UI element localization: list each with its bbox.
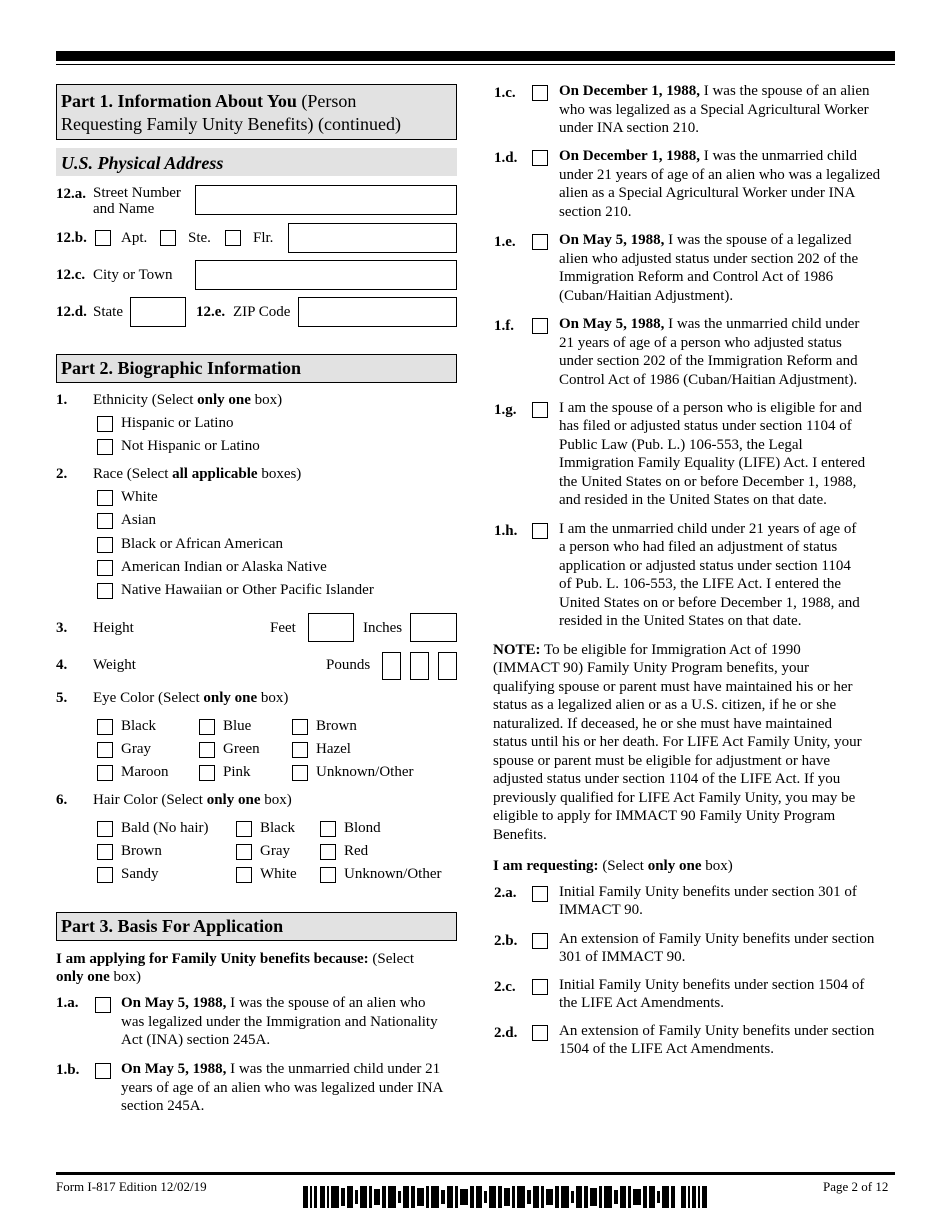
item-1e-text: (Cuban/Haitian Adjustment). [559,288,734,304]
hair-option: Brown [121,843,162,859]
eye-hazel-checkbox[interactable] [292,742,308,758]
note-text: status as a legalized alien or as a U.S. citizen, if he or she [493,697,837,713]
race-option: Native Hawaiian or Other Pacific Islander [121,582,374,598]
item-1h-checkbox[interactable] [532,523,548,539]
item-1g-text: Immigration Family Equality (LIFE) Act. I entered [559,455,866,471]
hair-bald-checkbox[interactable] [97,821,113,837]
item-1g-number: 1.g. [494,402,517,418]
eye-pink-checkbox[interactable] [199,765,215,781]
hair-black-checkbox[interactable] [236,821,252,837]
note-text: spouse or parent must be eligible for adjustment or have [493,753,830,769]
item-1e-checkbox[interactable] [532,234,548,250]
item-1d-text: under 21 years of age of an alien who was a legalized [559,167,881,183]
item-1h-text: resided in the United States on that date. [559,613,802,629]
item-2c-number: 2.c. [494,979,516,995]
item-1d-text: section 210. [559,204,632,220]
note-text: status until his or her death. For LIFE Act Family Unity, your [493,734,862,750]
hair-option: Bald (No hair) [121,820,209,836]
race-option: Asian [121,512,156,528]
field-12a-label-line1: Street Number [93,185,181,201]
ste-label: Ste. [188,230,211,246]
q2-number: 2. [56,466,68,482]
flr-checkbox[interactable] [225,230,241,246]
field-12b-number: 12.b. [56,230,87,246]
item-1b-number: 1.b. [56,1062,80,1078]
top-rule-thick [56,51,895,61]
race-option: American Indian or Alaska Native [121,559,327,575]
item-1d-text: On December 1, 1988, I was the unmarried child [559,148,857,164]
item-2a-number: 2.a. [494,885,517,901]
eye-option: Pink [223,764,251,780]
part1-title-line2: Requesting Family Unity Benefits) (continued) [61,114,401,134]
hair-gray-checkbox[interactable] [236,844,252,860]
note-text: naturalized. If deceased, he or she must have maintained [493,716,833,732]
eye-option: Brown [316,718,357,734]
eye-option: Blue [223,718,252,734]
item-1b-text: On May 5, 1988, I was the unmarried child under 21 [121,1061,441,1077]
race-black-checkbox[interactable] [97,537,113,553]
eye-gray-checkbox[interactable] [97,742,113,758]
hair-unknown-checkbox[interactable] [320,867,336,883]
ethnicity-hispanic-checkbox[interactable] [97,416,113,432]
field-12a-label-line2: and Name [93,201,155,217]
state-select[interactable] [130,297,186,327]
item-2b-text: An extension of Family Unity benefits under section [559,931,875,947]
part3-title: Part 3. Basis For Application [61,916,284,936]
item-1f-number: 1.f. [494,318,514,334]
item-1g-text: and resided in the United States on that date. [559,492,827,508]
eye-option: Black [121,718,156,734]
item-1d-text: alien as a Special Agricultural Worker under INA [559,185,856,201]
q3-number: 3. [56,620,68,636]
item-1f-text: under section 202 of the Immigration Reform and [559,353,858,369]
eye-option: Hazel [316,741,351,757]
item-1g-checkbox[interactable] [532,402,548,418]
item-2d-text: 1504 of the LIFE Act Amendments. [559,1041,774,1057]
item-1a-text: On May 5, 1988, I was the spouse of an alien who [121,995,426,1011]
top-rule-thin [56,64,895,65]
item-1e-number: 1.e. [494,234,516,250]
item-2a-checkbox[interactable] [532,886,548,902]
note-text: NOTE: To be eligible for Immigration Act of 1990 [493,642,801,658]
item-1f-checkbox[interactable] [532,318,548,334]
eye-option: Maroon [121,764,169,780]
inches-label: Inches [363,620,403,636]
q1-number: 1. [56,392,68,408]
item-1d-number: 1.d. [494,150,518,166]
item-1c-number: 1.c. [494,85,516,101]
item-2b-text: 301 of IMMACT 90. [559,949,686,965]
item-1e-text: On May 5, 1988, I was the spouse of a legalized [559,232,852,248]
item-1d-checkbox[interactable] [532,150,548,166]
item-1e-text: Immigration Reform and Control Act of 1986 [559,269,834,285]
street-name-input[interactable] [195,185,457,215]
height-inches-select[interactable] [410,613,457,642]
field-12d-number: 12.d. [56,304,87,320]
eye-unknown-checkbox[interactable] [292,765,308,781]
race-pacific-islander-checkbox[interactable] [97,583,113,599]
height-label: Height [93,620,134,636]
weight-digit-input[interactable] [438,652,457,680]
barcode-icon [303,1186,707,1208]
ethnicity-not-hispanic-checkbox[interactable] [97,439,113,455]
footer-rule [56,1172,895,1175]
state-label: State [93,304,123,320]
item-1c-text: under INA section 210. [559,120,699,136]
note-text: qualifying spouse or parent must have maintained his or her [493,679,853,695]
item-2a-text: Initial Family Unity benefits under section 301 of [559,884,857,900]
eye-blue-checkbox[interactable] [199,719,215,735]
weight-label: Weight [93,657,136,673]
requesting-label: I am requesting: (Select only one box) [493,858,733,874]
hair-option: Blond [344,820,381,836]
item-1h-text: application or adjusted status under section 1104 [559,558,851,574]
hair-option: Gray [260,843,290,859]
item-1a-number: 1.a. [56,995,79,1011]
item-1f-text: 21 years of age of a person who adjusted status [559,335,842,351]
note-text: Benefits. [493,827,547,843]
hair-option: Black [260,820,295,836]
item-2c-text: Initial Family Unity benefits under section 1504 of [559,977,865,993]
city-input[interactable] [195,260,457,290]
item-1c-checkbox[interactable] [532,85,548,101]
weight-digit-input[interactable] [382,652,401,680]
item-2d-number: 2.d. [494,1025,518,1041]
hair-option: Red [344,843,369,859]
part1-title: Part 1. Information About You (Person [61,91,357,111]
item-1b-checkbox[interactable] [95,1063,111,1079]
item-1e-text: alien who adjusted status under section 202 of the [559,251,859,267]
item-1h-text: a person who had filed an adjustment of status [559,539,838,555]
item-1c-text: who was legalized as a Special Agricultural Worker [559,102,869,118]
eye-option: Unknown/Other [316,764,414,780]
item-2c-checkbox[interactable] [532,979,548,995]
ste-checkbox[interactable] [160,230,176,246]
item-2b-checkbox[interactable] [532,933,548,949]
height-feet-select[interactable] [308,613,354,642]
part3-intro-line2: only one box) [56,969,142,985]
item-1c-text: On December 1, 1988, I was the spouse of an alien [559,83,870,99]
q6-label: Hair Color (Select only one box) [93,792,292,808]
item-2d-text: An extension of Family Unity benefits under section [559,1023,875,1039]
q6-number: 6. [56,792,68,808]
hair-option: White [260,866,297,882]
eye-option: Gray [121,741,151,757]
eye-option: Green [223,741,260,757]
race-option: Black or African American [121,536,284,552]
apt-number-input[interactable] [288,223,457,253]
item-1h-text: United States on or before December 1, 1988, and [559,595,860,611]
form-edition-label: Form I-817 Edition 12/02/19 [56,1179,207,1194]
city-label: City or Town [93,267,173,283]
item-1b-text: section 245A. [121,1098,205,1114]
item-1a-text: was legalized under the Immigration and Nationality [121,1014,438,1030]
item-2b-number: 2.b. [494,933,518,949]
item-1f-text: On May 5, 1988, I was the unmarried child under [559,316,860,332]
eye-maroon-checkbox[interactable] [97,765,113,781]
feet-label: Feet [270,620,296,636]
item-1g-text: has filed or adjusted status under section 1104 of [559,418,852,434]
q1-label: Ethnicity (Select only one box) [93,392,283,408]
note-text: previously qualified for LIFE Act Family Unity, you may be [493,790,856,806]
note-text: (IMMACT 90) Family Unity Program benefits, your [493,660,809,676]
eye-black-checkbox[interactable] [97,719,113,735]
field-12c-number: 12.c. [56,267,86,283]
page-number: Page 2 of 12 [823,1179,889,1194]
hair-brown-checkbox[interactable] [97,844,113,860]
race-white-checkbox[interactable] [97,490,113,506]
q4-number: 4. [56,657,68,673]
note-text: adjusted status under section 1104 of the LIFE Act. If you [493,771,841,787]
hair-sandy-checkbox[interactable] [97,867,113,883]
race-american-indian-checkbox[interactable] [97,560,113,576]
field-12e-number: 12.e. [196,304,226,320]
eye-green-checkbox[interactable] [199,742,215,758]
item-1b-text: years of age of an alien who was legalized under INA [121,1080,444,1096]
hair-blond-checkbox[interactable] [320,821,336,837]
weight-digit-input[interactable] [410,652,429,680]
q5-label: Eye Color (Select only one box) [93,690,289,706]
race-asian-checkbox[interactable] [97,513,113,529]
hair-option: Unknown/Other [344,866,442,882]
item-1a-text: Act (INA) section 245A. [121,1032,271,1048]
q2-label: Race (Select all applicable boxes) [93,466,302,482]
eye-brown-checkbox[interactable] [292,719,308,735]
item-2c-text: the LIFE Act Amendments. [559,995,724,1011]
hair-white-checkbox[interactable] [236,867,252,883]
zip-input[interactable] [298,297,457,327]
flr-label: Flr. [253,230,274,246]
part3-intro: I am applying for Family Unity benefits because: (Select [56,951,415,967]
race-option: White [121,489,158,505]
zip-label: ZIP Code [233,304,291,320]
item-1h-number: 1.h. [494,523,518,539]
q5-number: 5. [56,690,68,706]
note-text: eligible to apply for IMMACT 90 Family Unity Program [493,808,836,824]
item-1f-text: Control Act of 1986 (Cuban/Haitian Adjustment). [559,372,858,388]
item-1g-text: Public Law (Pub. L.) 106-553, the Legal [559,437,803,453]
ethnicity-option: Not Hispanic or Latino [121,438,260,454]
hair-option: Sandy [121,866,159,882]
item-2a-text: IMMACT 90. [559,902,643,918]
ethnicity-option: Hispanic or Latino [121,415,234,431]
item-1a-checkbox[interactable] [95,997,111,1013]
pounds-label: Pounds [326,657,371,673]
subheading-physical-address: U.S. Physical Address [61,153,224,173]
item-1h-text: of Pub. L. 106-553, the LIFE Act. I entered the [559,576,842,592]
part2-title: Part 2. Biographic Information [61,358,301,378]
item-1g-text: the United States on or before December 1, 1988, [559,474,857,490]
item-1h-text: I am the unmarried child under 21 years of age of [559,521,857,537]
hair-red-checkbox[interactable] [320,844,336,860]
item-1g-text: I am the spouse of a person who is eligible for and [559,400,862,416]
apt-label: Apt. [121,230,148,246]
apt-checkbox[interactable] [95,230,111,246]
item-2d-checkbox[interactable] [532,1025,548,1041]
field-12a-number: 12.a. [56,186,86,202]
